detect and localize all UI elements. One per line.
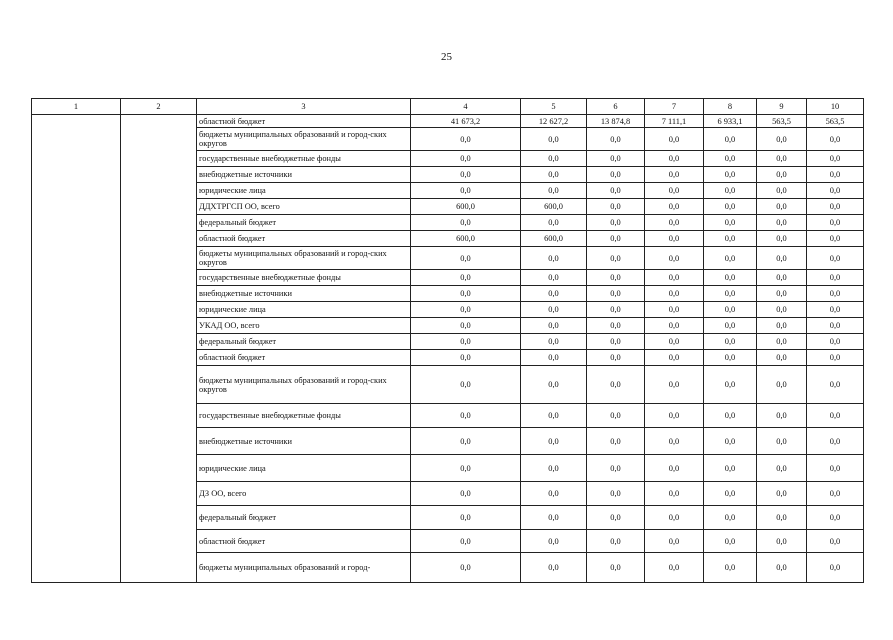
row-value: 0,0	[757, 506, 807, 530]
column-header: 1	[32, 99, 121, 115]
row-value: 0,0	[411, 530, 521, 553]
row-value: 0,0	[807, 506, 864, 530]
row-value: 0,0	[645, 128, 704, 151]
row-value: 0,0	[807, 270, 864, 286]
row-value: 0,0	[757, 318, 807, 334]
row-value: 0,0	[757, 455, 807, 482]
row-value: 0,0	[587, 247, 645, 270]
row-label: бюджеты муниципальных образований и город-ских округов	[197, 366, 411, 404]
row-label: юридические лица	[197, 183, 411, 199]
row-value: 0,0	[645, 455, 704, 482]
row-value: 0,0	[645, 530, 704, 553]
row-value: 0,0	[645, 350, 704, 366]
row-value: 0,0	[807, 231, 864, 247]
row-value: 0,0	[757, 183, 807, 199]
row-label: бюджеты муниципальных образований и город-	[197, 553, 411, 583]
row-value: 7 111,1	[645, 115, 704, 128]
row-label: бюджеты муниципальных образований и город-ских округов	[197, 247, 411, 270]
row-value: 563,5	[757, 115, 807, 128]
row-value: 0,0	[704, 215, 757, 231]
column-header: 9	[757, 99, 807, 115]
column-header: 2	[121, 99, 197, 115]
row-value: 600,0	[411, 199, 521, 215]
row-value: 0,0	[521, 506, 587, 530]
row-value: 0,0	[807, 183, 864, 199]
row-label: государственные внебюджетные фонды	[197, 404, 411, 428]
row-value: 0,0	[645, 302, 704, 318]
row-value: 0,0	[757, 302, 807, 318]
row-value: 0,0	[704, 506, 757, 530]
row-value: 0,0	[645, 334, 704, 350]
row-value: 0,0	[587, 455, 645, 482]
row-value: 0,0	[807, 215, 864, 231]
row-value: 0,0	[587, 128, 645, 151]
row-value: 0,0	[411, 183, 521, 199]
row-value: 0,0	[411, 286, 521, 302]
merged-cell-col2	[121, 115, 197, 583]
row-value: 0,0	[411, 318, 521, 334]
row-value: 0,0	[757, 151, 807, 167]
row-value: 0,0	[807, 151, 864, 167]
row-value: 563,5	[807, 115, 864, 128]
row-value: 0,0	[757, 404, 807, 428]
row-value: 0,0	[521, 270, 587, 286]
row-value: 0,0	[757, 553, 807, 583]
row-value: 0,0	[807, 553, 864, 583]
row-value: 0,0	[587, 199, 645, 215]
row-value: 0,0	[587, 350, 645, 366]
row-value: 0,0	[704, 302, 757, 318]
row-value: 0,0	[521, 404, 587, 428]
row-value: 0,0	[411, 482, 521, 506]
row-value: 0,0	[521, 350, 587, 366]
row-value: 0,0	[807, 482, 864, 506]
budget-table	[31, 98, 864, 583]
row-value: 0,0	[704, 128, 757, 151]
row-value: 13 874,8	[587, 115, 645, 128]
row-value: 0,0	[521, 482, 587, 506]
row-value: 0,0	[521, 167, 587, 183]
row-value: 0,0	[757, 215, 807, 231]
row-value: 0,0	[411, 334, 521, 350]
row-label: федеральный бюджет	[197, 506, 411, 530]
page-number: 25	[441, 51, 452, 63]
row-value: 0,0	[704, 482, 757, 506]
row-value: 0,0	[645, 428, 704, 455]
row-value: 0,0	[645, 318, 704, 334]
row-value: 0,0	[645, 506, 704, 530]
row-value: 600,0	[411, 231, 521, 247]
row-value: 0,0	[645, 404, 704, 428]
row-value: 0,0	[411, 428, 521, 455]
row-value: 0,0	[807, 199, 864, 215]
row-value: 0,0	[521, 286, 587, 302]
row-value: 0,0	[645, 183, 704, 199]
row-label: областной бюджет	[197, 115, 411, 128]
row-value: 0,0	[587, 286, 645, 302]
row-value: 0,0	[807, 428, 864, 455]
row-value: 0,0	[704, 366, 757, 404]
row-value: 12 627,2	[521, 115, 587, 128]
row-value: 0,0	[757, 334, 807, 350]
row-label: ДДХТРГСП ОО, всего	[197, 199, 411, 215]
row-value: 0,0	[411, 128, 521, 151]
row-value: 0,0	[704, 231, 757, 247]
row-value: 0,0	[521, 530, 587, 553]
row-value: 0,0	[704, 286, 757, 302]
row-value: 0,0	[704, 530, 757, 553]
row-label: областной бюджет	[197, 530, 411, 553]
row-value: 0,0	[521, 151, 587, 167]
row-value: 0,0	[807, 128, 864, 151]
row-value: 0,0	[521, 128, 587, 151]
row-value: 0,0	[807, 167, 864, 183]
row-value: 0,0	[807, 530, 864, 553]
row-value: 0,0	[757, 270, 807, 286]
row-value: 0,0	[704, 183, 757, 199]
row-label: бюджеты муниципальных образований и город-ских округов	[197, 128, 411, 151]
row-value: 0,0	[645, 247, 704, 270]
row-value: 0,0	[704, 334, 757, 350]
row-value: 0,0	[704, 167, 757, 183]
row-value: 6 933,1	[704, 115, 757, 128]
row-label: ДЗ ОО, всего	[197, 482, 411, 506]
row-value: 0,0	[521, 553, 587, 583]
row-value: 0,0	[807, 302, 864, 318]
row-value: 0,0	[411, 270, 521, 286]
row-value: 0,0	[704, 350, 757, 366]
row-value: 0,0	[587, 334, 645, 350]
row-value: 0,0	[411, 350, 521, 366]
row-value: 0,0	[411, 455, 521, 482]
row-value: 0,0	[757, 350, 807, 366]
row-value: 0,0	[757, 167, 807, 183]
row-value: 0,0	[757, 530, 807, 553]
row-label: областной бюджет	[197, 231, 411, 247]
row-value: 0,0	[411, 506, 521, 530]
row-value: 0,0	[645, 215, 704, 231]
row-value: 0,0	[587, 530, 645, 553]
row-value: 0,0	[587, 270, 645, 286]
row-value: 0,0	[587, 482, 645, 506]
column-header: 3	[197, 99, 411, 115]
column-header: 4	[411, 99, 521, 115]
row-value: 0,0	[807, 404, 864, 428]
row-value: 0,0	[587, 404, 645, 428]
row-value: 0,0	[757, 286, 807, 302]
row-label: УКАД ОО, всего	[197, 318, 411, 334]
row-value: 0,0	[411, 151, 521, 167]
row-value: 0,0	[645, 151, 704, 167]
row-value: 0,0	[587, 366, 645, 404]
row-label: государственные внебюджетные фонды	[197, 270, 411, 286]
row-label: юридические лица	[197, 302, 411, 318]
row-value: 0,0	[704, 270, 757, 286]
row-value: 0,0	[757, 247, 807, 270]
row-value: 0,0	[587, 318, 645, 334]
row-value: 0,0	[587, 506, 645, 530]
row-value: 0,0	[807, 350, 864, 366]
row-value: 0,0	[757, 231, 807, 247]
row-value: 0,0	[411, 302, 521, 318]
row-value: 0,0	[521, 366, 587, 404]
row-value: 0,0	[521, 334, 587, 350]
row-value: 0,0	[587, 302, 645, 318]
merged-cell-col1	[32, 115, 121, 583]
row-value: 0,0	[704, 318, 757, 334]
column-header: 7	[645, 99, 704, 115]
row-value: 0,0	[411, 366, 521, 404]
row-value: 0,0	[521, 247, 587, 270]
row-value: 0,0	[757, 428, 807, 455]
row-value: 0,0	[704, 199, 757, 215]
row-value: 0,0	[807, 247, 864, 270]
column-header: 10	[807, 99, 864, 115]
row-value: 0,0	[587, 231, 645, 247]
row-value: 0,0	[645, 366, 704, 404]
row-value: 0,0	[521, 455, 587, 482]
row-label: федеральный бюджет	[197, 334, 411, 350]
row-value: 0,0	[645, 270, 704, 286]
row-value: 0,0	[704, 151, 757, 167]
row-value: 0,0	[587, 183, 645, 199]
row-value: 0,0	[521, 215, 587, 231]
row-value: 0,0	[807, 334, 864, 350]
row-value: 0,0	[757, 128, 807, 151]
row-label: внебюджетные источники	[197, 428, 411, 455]
row-label: внебюджетные источники	[197, 167, 411, 183]
row-value: 0,0	[587, 215, 645, 231]
row-label: внебюджетные источники	[197, 286, 411, 302]
row-value: 0,0	[645, 553, 704, 583]
column-header: 5	[521, 99, 587, 115]
row-value: 0,0	[521, 318, 587, 334]
row-value: 0,0	[704, 247, 757, 270]
row-value: 0,0	[807, 318, 864, 334]
row-value: 0,0	[807, 286, 864, 302]
row-value: 0,0	[645, 231, 704, 247]
row-label: федеральный бюджет	[197, 215, 411, 231]
row-value: 0,0	[645, 286, 704, 302]
row-value: 0,0	[704, 404, 757, 428]
row-value: 0,0	[704, 455, 757, 482]
row-label: юридические лица	[197, 455, 411, 482]
table-row	[32, 115, 864, 128]
row-value: 0,0	[587, 167, 645, 183]
row-value: 0,0	[587, 151, 645, 167]
row-value: 0,0	[411, 247, 521, 270]
row-value: 0,0	[807, 455, 864, 482]
row-value: 0,0	[521, 183, 587, 199]
row-value: 0,0	[645, 167, 704, 183]
column-header: 6	[587, 99, 645, 115]
row-value: 0,0	[411, 167, 521, 183]
row-value: 0,0	[521, 302, 587, 318]
column-header: 8	[704, 99, 757, 115]
row-value: 600,0	[521, 199, 587, 215]
row-value: 0,0	[411, 404, 521, 428]
row-value: 0,0	[411, 553, 521, 583]
row-value: 600,0	[521, 231, 587, 247]
row-value: 0,0	[757, 366, 807, 404]
row-value: 0,0	[521, 428, 587, 455]
table-header-row	[32, 99, 864, 115]
row-value: 0,0	[704, 428, 757, 455]
row-value: 0,0	[807, 366, 864, 404]
row-label: областной бюджет	[197, 350, 411, 366]
row-label: государственные внебюджетные фонды	[197, 151, 411, 167]
row-value: 0,0	[587, 553, 645, 583]
row-value: 0,0	[411, 215, 521, 231]
row-value: 0,0	[645, 199, 704, 215]
row-value: 41 673,2	[411, 115, 521, 128]
row-value: 0,0	[704, 553, 757, 583]
row-value: 0,0	[757, 482, 807, 506]
row-value: 0,0	[587, 428, 645, 455]
row-value: 0,0	[757, 199, 807, 215]
row-value: 0,0	[645, 482, 704, 506]
